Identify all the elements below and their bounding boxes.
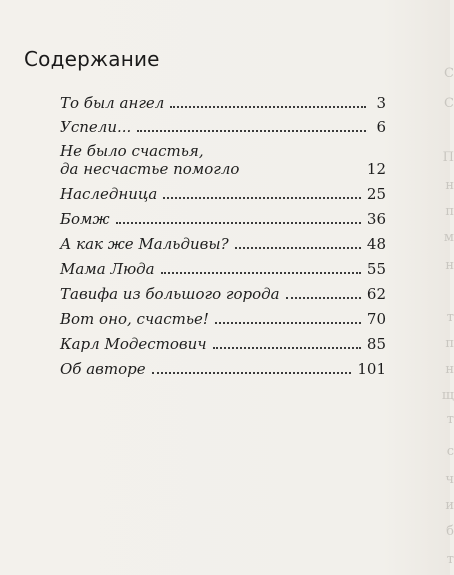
bleed-glyph: т: [446, 310, 454, 325]
toc-entry-page: 85: [366, 335, 386, 353]
toc-entry-page: 12: [366, 160, 386, 178]
bleed-through-text: [418, 0, 454, 575]
bleed-glyph: и: [445, 498, 454, 513]
toc-entry-page: 55: [366, 260, 386, 278]
toc-entry-page: 62: [366, 285, 386, 303]
bleed-glyph: С: [444, 96, 454, 111]
toc-entry-title: А как же Мальдивы?: [60, 235, 229, 253]
bleed-glyph: м: [443, 230, 454, 245]
leader-dots: [161, 272, 361, 274]
bleed-glyph: щ: [441, 388, 454, 403]
leader-dots: [163, 197, 361, 199]
bleed-glyph: т: [446, 552, 454, 567]
toc-entry-page: 70: [366, 310, 386, 328]
toc-entry-page: 48: [366, 235, 386, 253]
contents-heading: Содержание: [24, 47, 160, 71]
bleed-glyph: п: [445, 336, 454, 351]
bleed-glyph: П: [442, 150, 454, 165]
leader-dots: [235, 247, 361, 249]
toc-entry: [60, 360, 386, 379]
toc-entry: [60, 285, 386, 304]
table-of-contents: [60, 90, 386, 379]
leader-dots: [213, 347, 361, 349]
bleed-glyph: н: [445, 362, 454, 377]
toc-entry: [60, 235, 386, 254]
toc-entry-title: То был ангел: [60, 94, 165, 112]
leader-dots: [137, 130, 366, 132]
toc-entry-title: Карл Модестович: [60, 335, 207, 353]
toc-entry: [60, 260, 386, 279]
leader-dots: [116, 222, 361, 224]
toc-entry-page: 6: [376, 118, 386, 136]
leader-dots: [170, 106, 366, 108]
toc-entry-title-line1: Не было счастья,: [60, 142, 204, 160]
toc-entry-page: 36: [366, 210, 386, 228]
toc-entry: [60, 310, 386, 329]
bleed-glyph: н: [445, 178, 454, 193]
bleed-glyph: С: [444, 66, 454, 81]
toc-entry: [60, 335, 386, 354]
toc-entry: [60, 142, 386, 178]
bleed-glyph: с: [446, 444, 454, 459]
toc-entry-title: Наследница: [60, 185, 158, 203]
toc-entry-title: да несчастье помогло: [60, 160, 240, 178]
toc-entry-page: 3: [376, 94, 386, 112]
bleed-glyph: б: [446, 524, 454, 539]
toc-entry: [60, 210, 386, 229]
toc-entry-title: Об авторе: [60, 360, 146, 378]
toc-entry-title: Бомж: [60, 210, 110, 228]
bleed-glyph: т: [446, 412, 454, 427]
toc-entry-page: 101: [357, 360, 386, 378]
toc-entry-title: Тавифа из большого города: [60, 285, 280, 303]
bleed-glyph: ч: [445, 472, 454, 487]
bleed-glyph: п: [445, 204, 454, 219]
leader-dots: [152, 372, 352, 374]
toc-entry-title: Успели...: [60, 118, 132, 136]
toc-entry: [60, 94, 386, 113]
leader-dots: [215, 322, 361, 324]
toc-entry: [60, 185, 386, 204]
toc-entry-page: 25: [366, 185, 386, 203]
toc-entry: [60, 118, 386, 137]
toc-entry-title: Вот оно, счастье!: [60, 310, 209, 328]
leader-dots: [286, 297, 361, 299]
bleed-glyph: н: [445, 258, 454, 273]
toc-entry-title: Мама Люда: [60, 260, 155, 278]
